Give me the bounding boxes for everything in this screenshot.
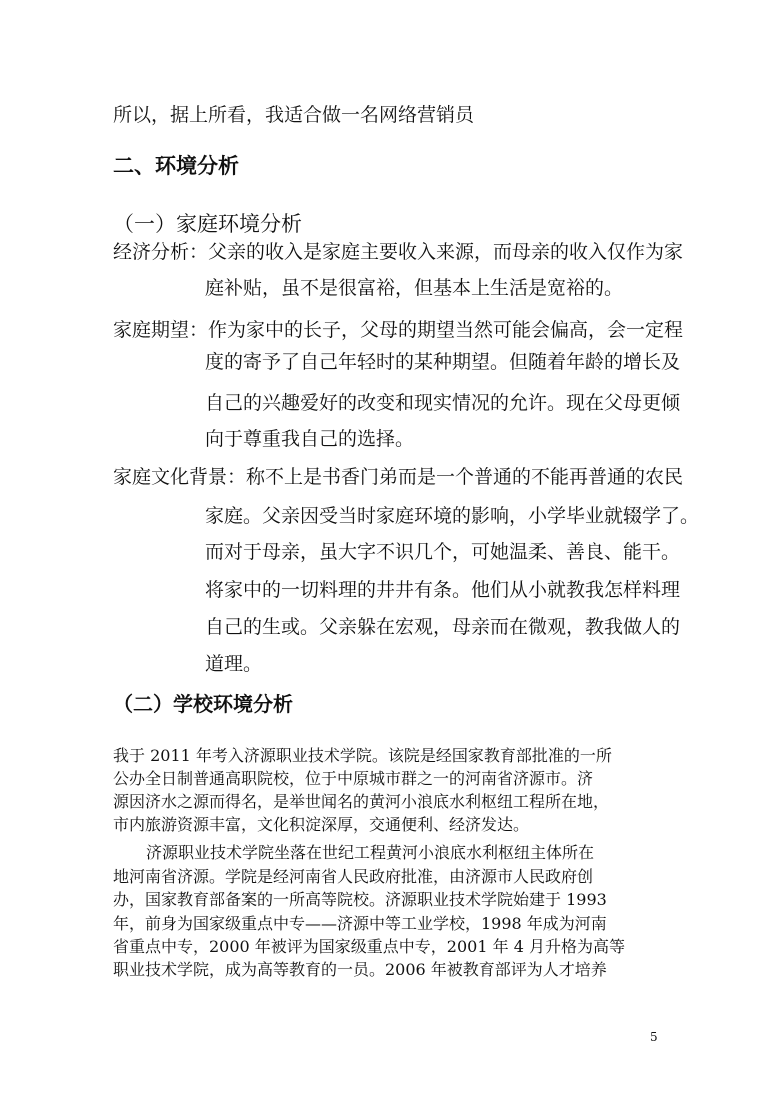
family-culture-line-2: 家庭。父亲因受当时家庭环境的影响，小学毕业就辍学了。 (205, 505, 700, 527)
family-culture-line-4: 将家中的一切料理的井井有条。他们从小就教我怎样料理 (205, 579, 681, 601)
family-expectation-line-4: 向于尊重我自己的选择。 (205, 428, 415, 450)
family-economy-line-2: 庭补贴，虽不是很富裕，但基本上生活是宽裕的。 (205, 277, 624, 299)
family-culture-line-1: 家庭文化背景：称不上是书香门弟而是一个普通的不能再普通的农民 (113, 466, 684, 488)
school-para2-line-6: 职业技术学院，成为高等教育的一员。2006 年被教育部评为人才培养 (113, 960, 607, 979)
family-culture-line-6: 道理。 (205, 653, 263, 675)
family-culture-line-5: 自己的生或。父亲躲在宏观，母亲而在微观，教我做人的 (205, 616, 681, 638)
family-economy-line-1: 经济分析：父亲的收入是家庭主要收入来源，而母亲的收入仅作为家 (113, 241, 684, 263)
school-para1-line-1: 我于 2011 年考入济源职业技术学院。该院是经国家教育部批准的一所 (113, 746, 612, 765)
school-para2-line-2: 地河南省济源。学院是经河南省人民政府批准，由济源市人民政府创 (113, 867, 594, 886)
school-para2-line-4: 年，前身为国家级重点中专——济源中等工业学校，1998 年成为河南 (113, 914, 607, 933)
subsection-title-family: （一）家庭环境分析 (113, 212, 302, 236)
family-expectation-line-1: 家庭期望：作为家中的长子，父母的期望当然可能会偏高，会一定程 (113, 319, 684, 341)
intro-line: 所以，据上所看，我适合做一名网络营销员 (113, 104, 475, 126)
school-para2-line-5: 省重点中专，2000 年被评为国家级重点中专，2001 年 4 月升格为高等 (113, 937, 625, 956)
school-para1-line-3: 源因济水之源而得名，是举世闻名的黄河小浪底水利枢纽工程所在地， (113, 792, 610, 811)
school-para1-line-2: 公办全日制普通高职院校，位于中原城市群之一的河南省济源市。济 (113, 769, 594, 788)
school-para1-line-4: 市内旅游资源丰富，文化积淀深厚，交通便利、经济发达。 (113, 815, 530, 834)
subsection-title-school: （二）学校环境分析 (113, 692, 293, 716)
family-expectation-line-2: 度的寄予了自己年轻时的某种期望。但随着年龄的增长及 (205, 351, 681, 373)
page-number: 5 (650, 1030, 658, 1044)
family-culture-line-3: 而对于母亲，虽大字不识几个，可她温柔、善良、能干。 (205, 541, 681, 563)
school-para2-line-1: 济源职业技术学院坐落在世纪工程黄河小浪底水利枢纽主体所在 (146, 843, 595, 862)
family-expectation-line-3: 自己的兴趣爱好的改变和现实情况的允许。现在父母更倾 (205, 392, 681, 414)
section-title-environment: 二、环境分析 (113, 154, 239, 178)
school-para2-line-3: 办，国家教育部备案的一所高等院校。济源职业技术学院始建于 1993 (113, 890, 607, 909)
